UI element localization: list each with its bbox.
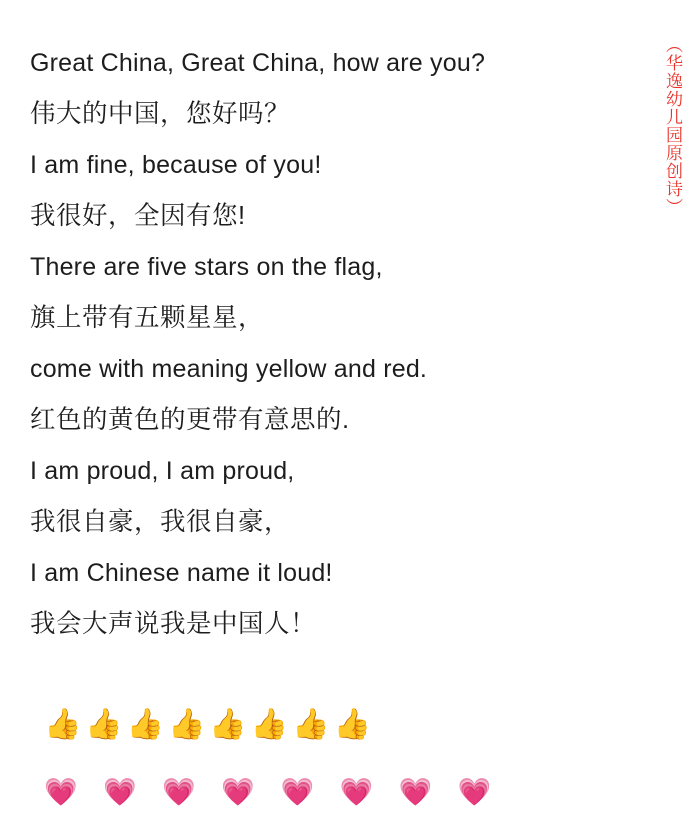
- poem-line: 旗上带有五颗星星，: [30, 304, 265, 332]
- poem-line: 我很自豪，我很自豪，: [30, 508, 291, 536]
- poem-body: [30, 38, 630, 650]
- poem-line: 我会大声说我是中国人！: [30, 610, 317, 638]
- poem-line: I am fine, because of you!: [30, 151, 322, 179]
- poem-line: Great China, Great China, how are you?: [30, 49, 486, 77]
- poem-line: 红色的黄色的更带有意思的.: [30, 406, 350, 434]
- poem-line: There are five stars on the flag,: [30, 253, 383, 281]
- poem-line: I am Chinese name it loud!: [30, 559, 333, 587]
- thumbs-up-row: 👍👍👍👍👍👍👍👍: [44, 708, 375, 741]
- poem-line: I am proud, I am proud,: [30, 457, 295, 485]
- attribution-note: （华逸幼儿园原创诗）: [663, 36, 682, 216]
- sparkling-heart-row: 💗 💗 💗 💗 💗 💗 💗 💗: [44, 777, 501, 807]
- poem-line: 伟大的中国，您好吗？: [30, 100, 291, 128]
- poem-line: 我很好，全因有您!: [30, 202, 246, 230]
- poem-line: come with meaning yellow and red.: [30, 355, 428, 383]
